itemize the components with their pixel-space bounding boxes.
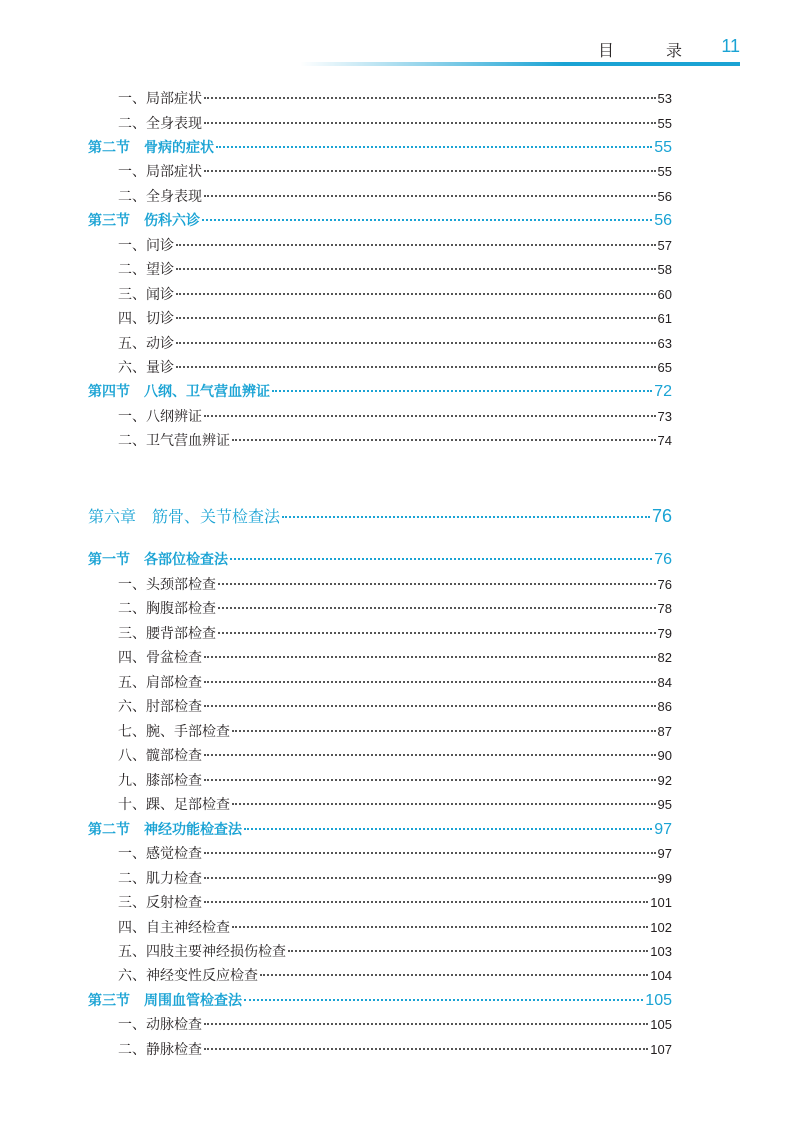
toc-leader-dots (204, 681, 656, 683)
toc-entry[interactable] (118, 598, 672, 620)
toc-entry[interactable] (118, 745, 672, 767)
toc-leader-dots (216, 146, 652, 148)
toc-entry-title: 四、切诊 (118, 311, 174, 327)
toc-leader-dots (232, 730, 656, 732)
toc-entry-title: 第三节 周围血管检查法 (88, 993, 242, 1009)
toc-leader-dots (232, 439, 656, 441)
toc-leader-dots (176, 342, 656, 344)
toc-leader-dots (204, 656, 656, 658)
toc-entry-title: 九、膝部检查 (118, 773, 202, 789)
toc-entry-page: 63 (657, 336, 672, 351)
toc-entry-page: 76 (654, 551, 672, 568)
toc-leader-dots (244, 828, 652, 830)
toc-entry-page: 97 (654, 821, 672, 838)
toc-leader-dots (176, 317, 656, 319)
page-header (0, 0, 800, 70)
toc-entry-title: 第六章 筋骨、关节检查法 (88, 507, 281, 526)
toc-entry[interactable] (118, 696, 672, 718)
toc-entry-title: 八、髋部检查 (118, 748, 202, 764)
toc-entry-page: 95 (657, 797, 672, 812)
toc-entry-page: 105 (650, 1017, 672, 1032)
toc-entry[interactable] (118, 113, 672, 135)
toc-entry-page: 72 (654, 383, 672, 400)
toc-entry-page: 76 (657, 577, 672, 592)
toc-entry-title: 二、望诊 (118, 262, 174, 278)
toc-entry-page: 84 (657, 675, 672, 690)
toc-entry[interactable] (118, 333, 672, 355)
toc-section-heading[interactable] (88, 137, 672, 159)
toc-entry-page: 103 (650, 944, 672, 959)
toc-leader-dots (204, 415, 656, 417)
header-page-number: 11 (721, 36, 740, 56)
toc-entry-title: 六、神经变性反应检查 (118, 968, 258, 984)
toc-section-heading[interactable] (88, 549, 672, 571)
toc-entry-page: 73 (657, 409, 672, 424)
toc-entry-page: 101 (650, 895, 672, 910)
toc-leader-dots (204, 122, 656, 124)
toc-entry-title: 第一节 各部位检查法 (88, 552, 228, 568)
toc-leader-dots (204, 170, 656, 172)
toc-entry-title: 第二节 神经功能检查法 (88, 822, 242, 838)
toc-entry-title: 六、肘部检查 (118, 699, 202, 715)
toc-entry-title: 一、八纲辨证 (118, 409, 202, 425)
toc-entry-title: 七、腕、手部检查 (118, 724, 230, 740)
toc-entry-title: 四、自主神经检查 (118, 920, 230, 936)
toc-entry-title: 二、肌力检查 (118, 871, 202, 887)
toc-entry-title: 五、肩部检查 (118, 675, 202, 691)
toc-entry-page: 55 (657, 116, 672, 131)
toc-entry-title: 五、四肢主要神经损伤检查 (118, 944, 286, 960)
toc-entry[interactable] (118, 88, 672, 110)
toc-entry[interactable] (118, 623, 672, 645)
toc-entry-page: 56 (657, 189, 672, 204)
toc-entry-page: 57 (657, 238, 672, 253)
toc-entry-title: 三、腰背部检查 (118, 626, 216, 642)
header-title: 目 录 (597, 41, 700, 60)
toc-entry-page: 58 (657, 262, 672, 277)
toc-entry[interactable] (118, 917, 672, 939)
toc-entry-title: 二、静脉检查 (118, 1042, 202, 1058)
toc-entry-title: 三、反射检查 (118, 895, 202, 911)
toc-entry[interactable] (118, 868, 672, 890)
toc-leader-dots (176, 268, 656, 270)
toc-entry-title: 四、骨盆检查 (118, 650, 202, 666)
toc-leader-dots (218, 583, 656, 585)
toc-leader-dots (202, 219, 652, 221)
toc-chapter-heading[interactable] (88, 504, 672, 526)
toc-entry[interactable] (118, 1039, 672, 1061)
toc-leader-dots (218, 632, 656, 634)
toc-entry-title: 一、动脉检查 (118, 1017, 202, 1033)
toc-leader-dots (176, 244, 656, 246)
toc-leader-dots (204, 195, 656, 197)
toc-entry-title: 五、动诊 (118, 336, 174, 352)
toc-leader-dots (176, 366, 656, 368)
toc-entry-title: 第四节 八纲、卫气营血辨证 (88, 384, 270, 400)
toc-leader-dots (232, 803, 656, 805)
toc-leader-dots (176, 293, 656, 295)
toc-leader-dots (244, 999, 643, 1001)
toc-entry-page: 61 (657, 311, 672, 326)
toc-section-heading[interactable] (88, 990, 672, 1012)
toc-section-heading[interactable] (88, 210, 672, 232)
toc-entry-title: 二、卫气营血辨证 (118, 433, 230, 449)
toc-section-heading[interactable] (88, 381, 672, 403)
toc-leader-dots (204, 877, 656, 879)
toc-entry-page: 104 (650, 968, 672, 983)
toc-leader-dots (272, 390, 652, 392)
toc-entry-page: 78 (657, 601, 672, 616)
toc-entry[interactable] (118, 259, 672, 281)
toc-entry[interactable] (118, 721, 672, 743)
toc-entry-title: 二、全身表现 (118, 116, 202, 132)
toc-entry-page: 107 (650, 1042, 672, 1057)
toc-entry-page: 87 (657, 724, 672, 739)
toc-leader-dots (204, 779, 656, 781)
toc-entry-title: 十、踝、足部检查 (118, 797, 230, 813)
toc-entry-title: 第二节 骨病的症状 (88, 140, 214, 156)
toc-entry[interactable] (118, 672, 672, 694)
toc-section-heading[interactable] (88, 819, 672, 841)
toc-entry[interactable] (118, 186, 672, 208)
toc-entry-title: 一、局部症状 (118, 91, 202, 107)
toc-entry-page: 92 (657, 773, 672, 788)
toc-entry[interactable] (118, 235, 672, 257)
toc-entry[interactable] (118, 843, 672, 865)
toc-leader-dots (288, 950, 648, 952)
toc-entry[interactable] (118, 406, 672, 428)
toc-entry-page: 105 (645, 992, 672, 1009)
toc-entry-page: 60 (657, 287, 672, 302)
toc-leader-dots (204, 901, 648, 903)
toc-entry[interactable] (118, 574, 672, 596)
toc-leader-dots (218, 607, 656, 609)
toc-entry[interactable] (118, 284, 672, 306)
toc-leader-dots (282, 516, 650, 518)
toc-entry-title: 一、头颈部检查 (118, 577, 216, 593)
toc-entry-page: 65 (657, 360, 672, 375)
toc-entry-page: 53 (657, 91, 672, 106)
toc-entry[interactable] (118, 770, 672, 792)
toc-leader-dots (230, 558, 652, 560)
toc-entry-title: 一、问诊 (118, 238, 174, 254)
toc-leader-dots (232, 926, 648, 928)
toc-entry-title: 二、全身表现 (118, 189, 202, 205)
toc-leader-dots (204, 1023, 648, 1025)
toc-entry-page: 79 (657, 626, 672, 641)
toc-entry[interactable] (118, 892, 672, 914)
toc-leader-dots (260, 974, 648, 976)
toc-entry[interactable] (118, 430, 672, 452)
header-rule (300, 62, 740, 66)
toc-entry-title: 一、感觉检查 (118, 846, 202, 862)
toc-entry-page: 82 (657, 650, 672, 665)
toc-entry-page: 90 (657, 748, 672, 763)
toc-entry-title: 第三节 伤科六诊 (88, 213, 200, 229)
toc-entry-page: 86 (657, 699, 672, 714)
toc-leader-dots (204, 754, 656, 756)
toc-entry[interactable] (118, 647, 672, 669)
toc-entry-page: 99 (657, 871, 672, 886)
toc-leader-dots (204, 97, 656, 99)
toc-entry[interactable] (118, 357, 672, 379)
toc-entry-title: 六、量诊 (118, 360, 174, 376)
toc-entry[interactable] (118, 1014, 672, 1036)
toc-entry-page: 55 (657, 164, 672, 179)
toc-leader-dots (204, 852, 656, 854)
toc-entry-page: 97 (657, 846, 672, 861)
toc-entry[interactable] (118, 161, 672, 183)
toc-entry[interactable] (118, 794, 672, 816)
toc-entry[interactable] (118, 965, 672, 987)
toc-entry-page: 55 (654, 139, 672, 156)
toc-entry-page: 102 (650, 920, 672, 935)
toc-leader-dots (204, 705, 656, 707)
toc-entry-page: 76 (651, 506, 672, 526)
toc-entry[interactable] (118, 308, 672, 330)
toc-entry-title: 二、胸腹部检查 (118, 601, 216, 617)
toc-entry-page: 74 (657, 433, 672, 448)
toc-entry-title: 三、闻诊 (118, 287, 174, 303)
toc-entry[interactable] (118, 941, 672, 963)
toc-entry-title: 一、局部症状 (118, 164, 202, 180)
toc-entry-page: 56 (654, 212, 672, 229)
toc-leader-dots (204, 1048, 648, 1050)
